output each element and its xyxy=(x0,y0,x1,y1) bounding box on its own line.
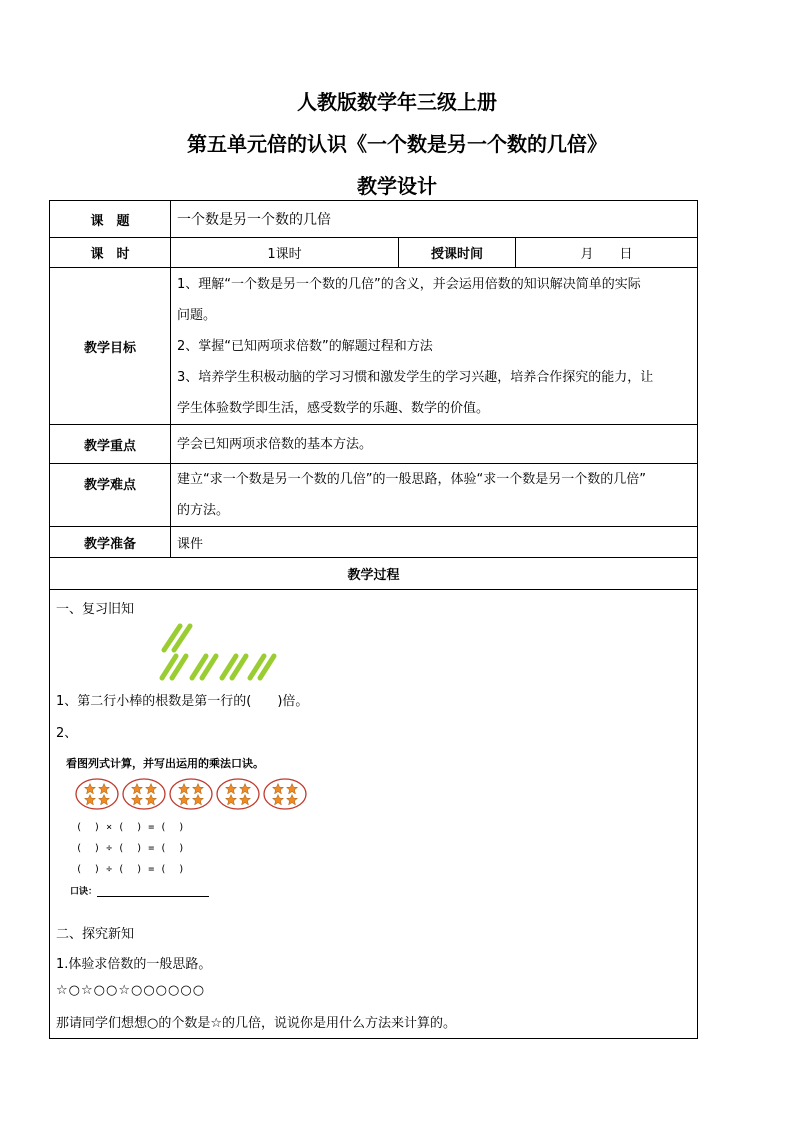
topic-value: 一个数是另一个数的几倍 xyxy=(171,201,698,238)
stick-row-1 xyxy=(164,626,190,650)
star-group xyxy=(76,779,118,809)
koujue-blank xyxy=(97,896,209,897)
difficult-line: 的方法。 xyxy=(177,503,230,518)
goal-line: 1、理解“一个数是另一个数的几倍”的含义，并会运用倍数的知识解决简单的实际 xyxy=(177,276,641,292)
exercise-instruction: 看图列式计算，并写出运用的乘法口诀。 xyxy=(66,757,264,770)
formula-line: ( ) ÷ ( ) = ( ) xyxy=(76,843,185,854)
stick-row-2 xyxy=(162,656,274,678)
doc-title: 人教版数学年三级上册 xyxy=(297,90,497,114)
goals-label: 教学目标 xyxy=(50,268,171,425)
difficult-line: 建立“求一个数是另一个数的几倍”的一般思路，体验“求一个数是另一个数的几倍” xyxy=(177,472,646,487)
goal-line: 3、培养学生积极动脑的学习习惯和激发学生的学习兴趣，培养合作探究的能力，让 xyxy=(177,369,654,385)
doc-title-design: 教学设计 xyxy=(357,174,437,198)
formula-line: ( ) × ( ) = ( ) xyxy=(76,822,185,833)
star-group xyxy=(170,779,212,809)
hours-label: 课 时 xyxy=(50,238,171,268)
question-2: 2、 xyxy=(56,726,78,741)
key-label: 教学重点 xyxy=(50,425,171,464)
explore-heading: 二、探究新知 xyxy=(56,927,135,942)
review-heading: 一、复习旧知 xyxy=(56,602,135,617)
difficult-label: 教学难点 xyxy=(50,464,171,527)
hours-value: 1课时 xyxy=(171,238,399,268)
process-title: 教学过程 xyxy=(50,558,698,590)
doc-subtitle: 第五单元倍的认识《一个数是另一个数的几倍》 xyxy=(187,132,607,156)
time-value: 月 日 xyxy=(516,238,698,268)
goal-line: 2、掌握“已知两项求倍数”的解题过程和方法 xyxy=(177,338,433,354)
difficult-cell xyxy=(171,464,698,527)
question-1: 1、第二行小棒的根数是第一行的( )倍。 xyxy=(56,694,309,709)
question-3: 那请同学们想想○的个数是☆的几倍，说说你是用什么方法来计算的。 xyxy=(56,1016,456,1031)
process-cell xyxy=(50,590,698,1039)
star-group xyxy=(123,779,165,809)
step-1: 1.体验求倍数的一般思路。 xyxy=(56,957,212,972)
key-value: 学会已知两项求倍数的基本方法。 xyxy=(171,425,698,464)
goal-line: 问题。 xyxy=(177,307,217,323)
star-group xyxy=(264,779,306,809)
prep-label: 教学准备 xyxy=(50,527,171,558)
star-group xyxy=(217,779,259,809)
formula-line: ( ) ÷ ( ) = ( ) xyxy=(76,864,185,875)
goal-line: 学生体验数学即生活，感受数学的乐趣、数学的价值。 xyxy=(177,400,490,416)
goals-cell xyxy=(171,268,698,425)
topic-label: 课 题 xyxy=(50,201,171,238)
time-label: 授课时间 xyxy=(399,238,516,268)
symbol-row: ☆○☆○○☆○○○○○○ xyxy=(56,983,206,998)
prep-value: 课件 xyxy=(171,527,698,558)
koujue-text: 口诀： xyxy=(70,887,98,897)
koujue-label xyxy=(70,884,209,897)
sticks-figure xyxy=(100,622,280,682)
lesson-table xyxy=(49,200,698,1039)
star-groups-figure xyxy=(74,777,324,813)
